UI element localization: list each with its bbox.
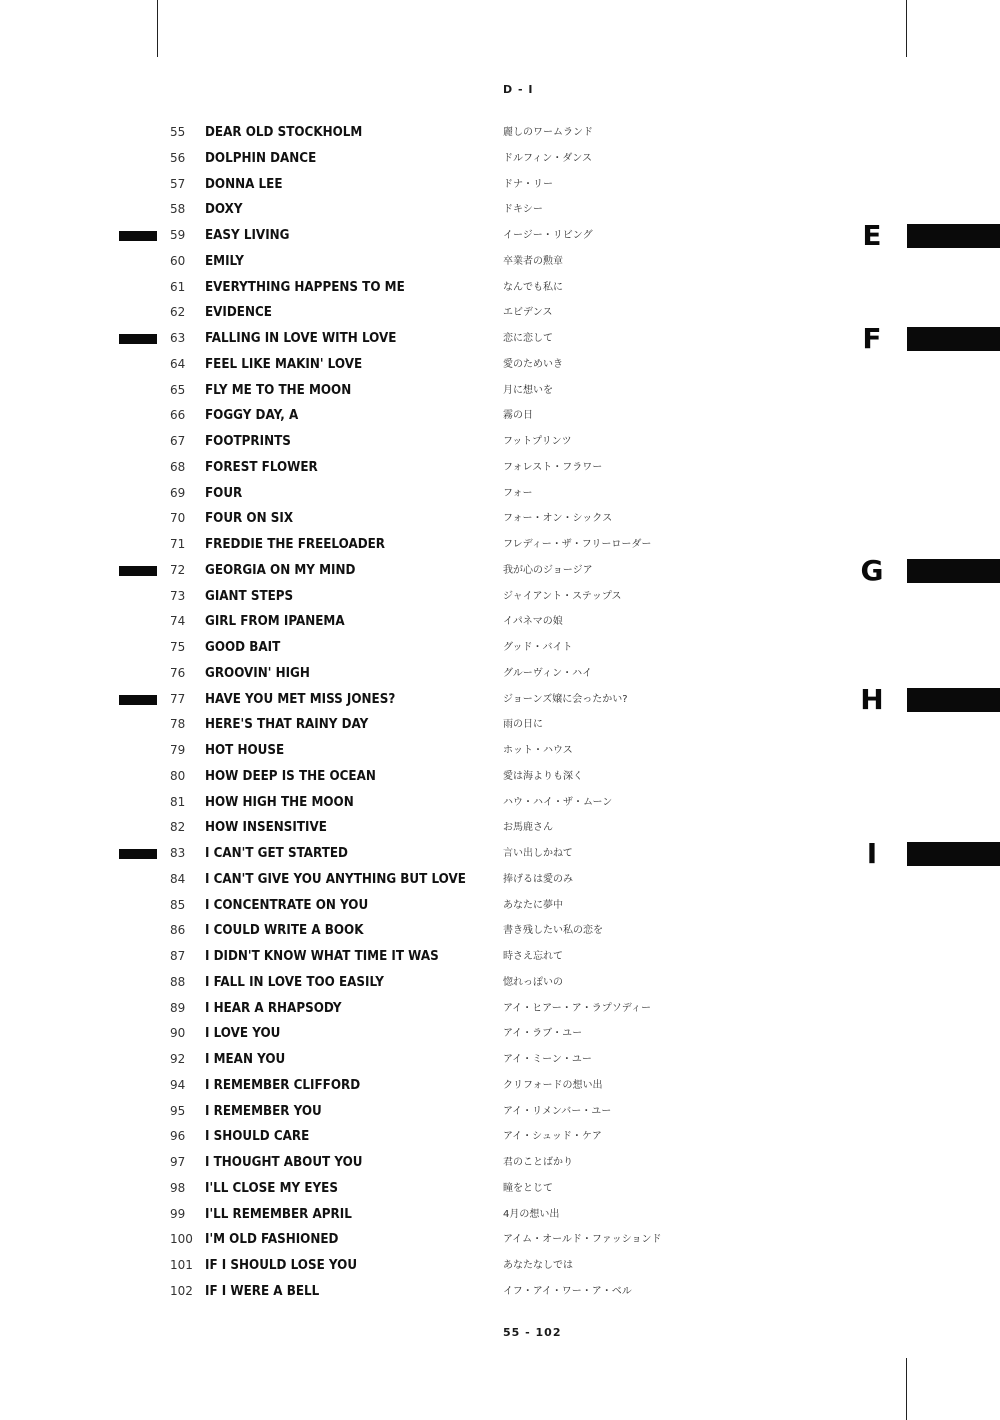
song-japanese-title: 惚れっぽいの (503, 976, 563, 988)
song-title: HOW HIGH THE MOON (205, 794, 354, 810)
song-number: 79 (170, 743, 186, 757)
song-title: FALLING IN LOVE WITH LOVE (205, 331, 397, 346)
song-number: 55 (170, 125, 186, 139)
section-tab (860, 322, 1000, 355)
song-title: EVERYTHING HAPPENS TO ME (205, 279, 405, 295)
song-title: GIRL FROM IPANEMA (205, 614, 345, 630)
song-row (0, 249, 900, 275)
song-japanese-title: 時さえ忘れて (503, 951, 563, 962)
section-tab (860, 682, 1000, 716)
song-title: I DIDN'T KNOW WHAT TIME IT WAS (205, 949, 439, 964)
song-row (0, 326, 900, 352)
section-tab-letter: I (866, 837, 878, 870)
song-row (0, 584, 900, 610)
song-row (0, 455, 900, 481)
song-row (0, 275, 900, 301)
page-range: 55 - 102 (503, 1326, 562, 1339)
song-japanese-title: アイ・ラブ・ユー (503, 1028, 583, 1040)
song-row (0, 609, 900, 635)
section-tab (860, 219, 1000, 252)
song-number: 61 (170, 279, 186, 294)
song-row (0, 841, 900, 867)
song-title: EVIDENCE (205, 305, 272, 321)
song-title: FLY ME TO THE MOON (205, 382, 352, 398)
song-number: 95 (170, 1103, 186, 1118)
song-number: 77 (170, 691, 186, 706)
song-number: 73 (170, 588, 186, 603)
section-start-marker (119, 849, 157, 859)
song-title: HOW INSENSITIVE (205, 820, 327, 836)
song-japanese-title: お馬鹿さん (503, 822, 553, 834)
song-row (0, 403, 900, 429)
song-title: IF I WERE A BELL (205, 1283, 320, 1299)
song-row (0, 429, 900, 455)
song-japanese-title: フォー (503, 487, 533, 499)
song-number: 71 (170, 537, 186, 551)
song-row (0, 661, 900, 687)
song-title: HOW DEEP IS THE OCEAN (205, 768, 376, 784)
song-japanese-title: 雨の日に (503, 719, 543, 731)
song-row (0, 120, 900, 146)
song-row (0, 815, 900, 841)
song-japanese-title: エビデンス (503, 307, 553, 319)
song-japanese-title: イパネマの娘 (503, 616, 563, 628)
song-japanese-title: アイ・リメンバー・ユー (503, 1105, 612, 1117)
song-number: 100 (170, 1232, 193, 1247)
song-japanese-title: イージー・リビング (503, 230, 593, 241)
song-row (0, 1099, 900, 1125)
song-japanese-title: あなたに夢中 (503, 899, 563, 911)
song-japanese-title: 恋に恋して (503, 333, 553, 344)
song-japanese-title: アイム・オールド・ファッションド (503, 1234, 662, 1246)
song-number: 66 (170, 408, 186, 423)
song-row (0, 996, 900, 1022)
song-row (0, 738, 900, 764)
song-title: FOUR (205, 485, 243, 501)
song-number: 65 (170, 382, 186, 397)
song-japanese-title: 我が心のジョージア (503, 564, 593, 576)
song-japanese-title: グッド・バイト (503, 642, 573, 653)
song-row (0, 970, 900, 996)
song-row (0, 146, 900, 172)
song-number: 80 (170, 768, 186, 783)
song-row (0, 1253, 900, 1279)
song-title: GIANT STEPS (205, 588, 294, 604)
song-row (0, 1073, 900, 1099)
song-japanese-title: フットプリンツ (503, 436, 572, 447)
song-title: I MEAN YOU (205, 1052, 286, 1067)
song-row (0, 1176, 900, 1202)
song-title: IF I SHOULD LOSE YOU (205, 1258, 358, 1273)
song-number: 62 (170, 305, 186, 320)
song-title: FOREST FLOWER (205, 459, 318, 475)
song-japanese-title: アイ・シュッド・ケア (503, 1131, 602, 1143)
song-japanese-title: グルーヴィン・ハイ (503, 667, 593, 679)
section-tab-letter: H (860, 682, 884, 716)
song-row (0, 558, 900, 584)
song-row (0, 918, 900, 944)
song-title: GROOVIN' HIGH (205, 665, 310, 681)
song-row (0, 1202, 900, 1228)
song-japanese-title: アイ・ヒアー・ア・ラプソディー (503, 1002, 651, 1014)
song-japanese-title: 卒業者の勲章 (503, 255, 563, 267)
song-number: 83 (170, 846, 186, 860)
song-title: I FALL IN LOVE TOO EASILY (205, 974, 384, 990)
section-tab-letter: G (860, 553, 884, 587)
song-title: I LOVE YOU (205, 1026, 281, 1042)
song-number: 72 (170, 562, 186, 577)
song-title: I CONCENTRATE ON YOU (205, 897, 369, 913)
song-title: HERE'S THAT RAINY DAY (205, 717, 369, 733)
song-number: 69 (170, 485, 186, 500)
song-title: I CAN'T GIVE YOU ANYTHING BUT LOVE (205, 871, 466, 887)
song-japanese-title: クリフォードの想い出 (503, 1079, 603, 1091)
song-row (0, 506, 900, 532)
song-number: 89 (170, 1000, 186, 1015)
song-japanese-title: ドキシー (503, 204, 543, 216)
song-number: 85 (170, 897, 186, 912)
song-number: 74 (170, 614, 186, 629)
song-japanese-title: 4月の想い出 (503, 1208, 560, 1220)
song-title: I'LL REMEMBER APRIL (205, 1206, 352, 1222)
song-row (0, 790, 900, 816)
song-japanese-title: ジョーンズ嬢に会ったかい? (503, 693, 628, 705)
song-title: EMILY (205, 253, 244, 269)
song-number: 78 (170, 717, 186, 732)
song-title: I'M OLD FASHIONED (205, 1232, 339, 1248)
song-row (0, 352, 900, 378)
song-title: I REMEMBER CLIFFORD (205, 1077, 361, 1093)
song-japanese-title: 言い出しかねて (503, 848, 573, 859)
song-number: 101 (170, 1258, 193, 1272)
section-tab-bar (907, 327, 1000, 351)
song-japanese-title: 捧げるは愛のみ (503, 873, 573, 885)
song-title: FREDDIE THE FREELOADER (205, 537, 386, 552)
song-japanese-title: イフ・アイ・ワー・ア・ベル (503, 1285, 632, 1297)
song-number: 96 (170, 1129, 186, 1144)
song-number: 64 (170, 356, 186, 371)
song-japanese-title: 君のことばかり (503, 1157, 573, 1168)
section-start-marker (119, 566, 157, 576)
song-number: 76 (170, 665, 186, 680)
song-number: 68 (170, 459, 186, 474)
song-row (0, 944, 900, 970)
song-row (0, 1227, 900, 1253)
song-number: 60 (170, 253, 186, 268)
song-japanese-title: あなたなしでは (503, 1260, 573, 1271)
section-tab-bar (907, 842, 1000, 866)
song-row (0, 867, 900, 893)
song-row (0, 481, 900, 507)
song-number: 59 (170, 228, 186, 242)
song-japanese-title: フォレスト・フラワー (503, 461, 603, 473)
song-number: 67 (170, 434, 186, 448)
song-number: 56 (170, 150, 186, 165)
song-row (0, 635, 900, 661)
song-japanese-title: フォー・オン・シックス (503, 513, 613, 525)
song-japanese-title: ホット・ハウス (503, 745, 573, 756)
song-japanese-title: 愛のためいき (503, 358, 563, 370)
song-number: 82 (170, 820, 186, 835)
song-row (0, 532, 900, 558)
song-japanese-title: フレディー・ザ・フリーローダー (503, 539, 652, 550)
song-title: GOOD BAIT (205, 640, 281, 655)
song-japanese-title: 愛は海よりも深く (503, 770, 583, 782)
song-number: 99 (170, 1206, 186, 1221)
song-row (0, 378, 900, 404)
song-title: I CAN'T GET STARTED (205, 846, 348, 861)
section-start-marker (119, 334, 157, 344)
song-japanese-title: 霧の日 (503, 410, 533, 422)
song-row (0, 687, 900, 713)
song-row (0, 1124, 900, 1150)
section-tab-bar (907, 224, 1000, 248)
song-number: 84 (170, 871, 186, 886)
song-title: DOLPHIN DANCE (205, 150, 317, 166)
song-title: FOUR ON SIX (205, 511, 294, 527)
song-row (0, 300, 900, 326)
song-japanese-title: 書き残したい私の恋を (503, 925, 603, 937)
song-japanese-title: 月に想いを (503, 384, 553, 396)
section-tab-bar (907, 559, 1000, 583)
song-number: 94 (170, 1077, 186, 1092)
song-title: I THOUGHT ABOUT YOU (205, 1155, 363, 1170)
song-title: I REMEMBER YOU (205, 1103, 322, 1119)
song-row (0, 712, 900, 738)
song-title: HAVE YOU MET MISS JONES? (205, 691, 396, 707)
song-number: 98 (170, 1180, 186, 1195)
song-row (0, 764, 900, 790)
song-japanese-title: なんでも私に (503, 281, 563, 293)
song-row (0, 1150, 900, 1176)
song-row (0, 223, 900, 249)
song-title: I'LL CLOSE MY EYES (205, 1180, 338, 1196)
song-row (0, 1047, 900, 1073)
section-header: D - I (503, 83, 534, 96)
section-tab-bar (907, 688, 1000, 712)
song-title: I COULD WRITE A BOOK (205, 923, 364, 939)
song-japanese-title: アイ・ミーン・ユー (503, 1054, 592, 1065)
section-tab (860, 837, 1000, 870)
song-title: FOOTPRINTS (205, 434, 291, 449)
song-number: 81 (170, 794, 186, 809)
song-number: 87 (170, 949, 186, 963)
song-number: 86 (170, 923, 186, 938)
song-row (0, 1021, 900, 1047)
song-title: GEORGIA ON MY MIND (205, 562, 356, 578)
song-japanese-title: 瞳をとじて (503, 1182, 553, 1194)
song-japanese-title: ドナ・リー (503, 178, 553, 190)
song-row (0, 197, 900, 223)
section-tab-letter: E (862, 219, 882, 252)
section-tab (860, 553, 1000, 587)
song-japanese-title: ジャイアント・ステップス (503, 590, 622, 602)
song-number: 92 (170, 1052, 186, 1066)
section-tab-letter: F (862, 322, 882, 355)
song-title: I HEAR A RHAPSODY (205, 1000, 342, 1016)
song-title: EASY LIVING (205, 228, 290, 243)
song-japanese-title: ドルフィン・ダンス (503, 152, 592, 164)
song-title: DEAR OLD STOCKHOLM (205, 125, 363, 140)
song-japanese-title: 麗しのワームランド (503, 127, 593, 138)
song-row (0, 893, 900, 919)
song-number: 90 (170, 1026, 186, 1041)
song-title: HOT HOUSE (205, 743, 285, 758)
song-number: 70 (170, 511, 186, 526)
section-start-marker (119, 231, 157, 241)
song-japanese-title: ハウ・ハイ・ザ・ムーン (503, 796, 613, 808)
song-title: I SHOULD CARE (205, 1129, 310, 1145)
song-row (0, 1279, 900, 1305)
song-number: 75 (170, 640, 186, 654)
song-row (0, 172, 900, 198)
section-start-marker (119, 695, 157, 705)
song-title: DOXY (205, 202, 243, 218)
song-number: 102 (170, 1283, 193, 1298)
song-number: 57 (170, 176, 186, 191)
song-number: 63 (170, 331, 186, 345)
song-number: 58 (170, 202, 186, 217)
song-number: 97 (170, 1155, 186, 1169)
song-number: 88 (170, 974, 186, 989)
song-title: FEEL LIKE MAKIN' LOVE (205, 356, 363, 372)
song-title: FOGGY DAY, A (205, 408, 299, 424)
song-title: DONNA LEE (205, 176, 283, 192)
